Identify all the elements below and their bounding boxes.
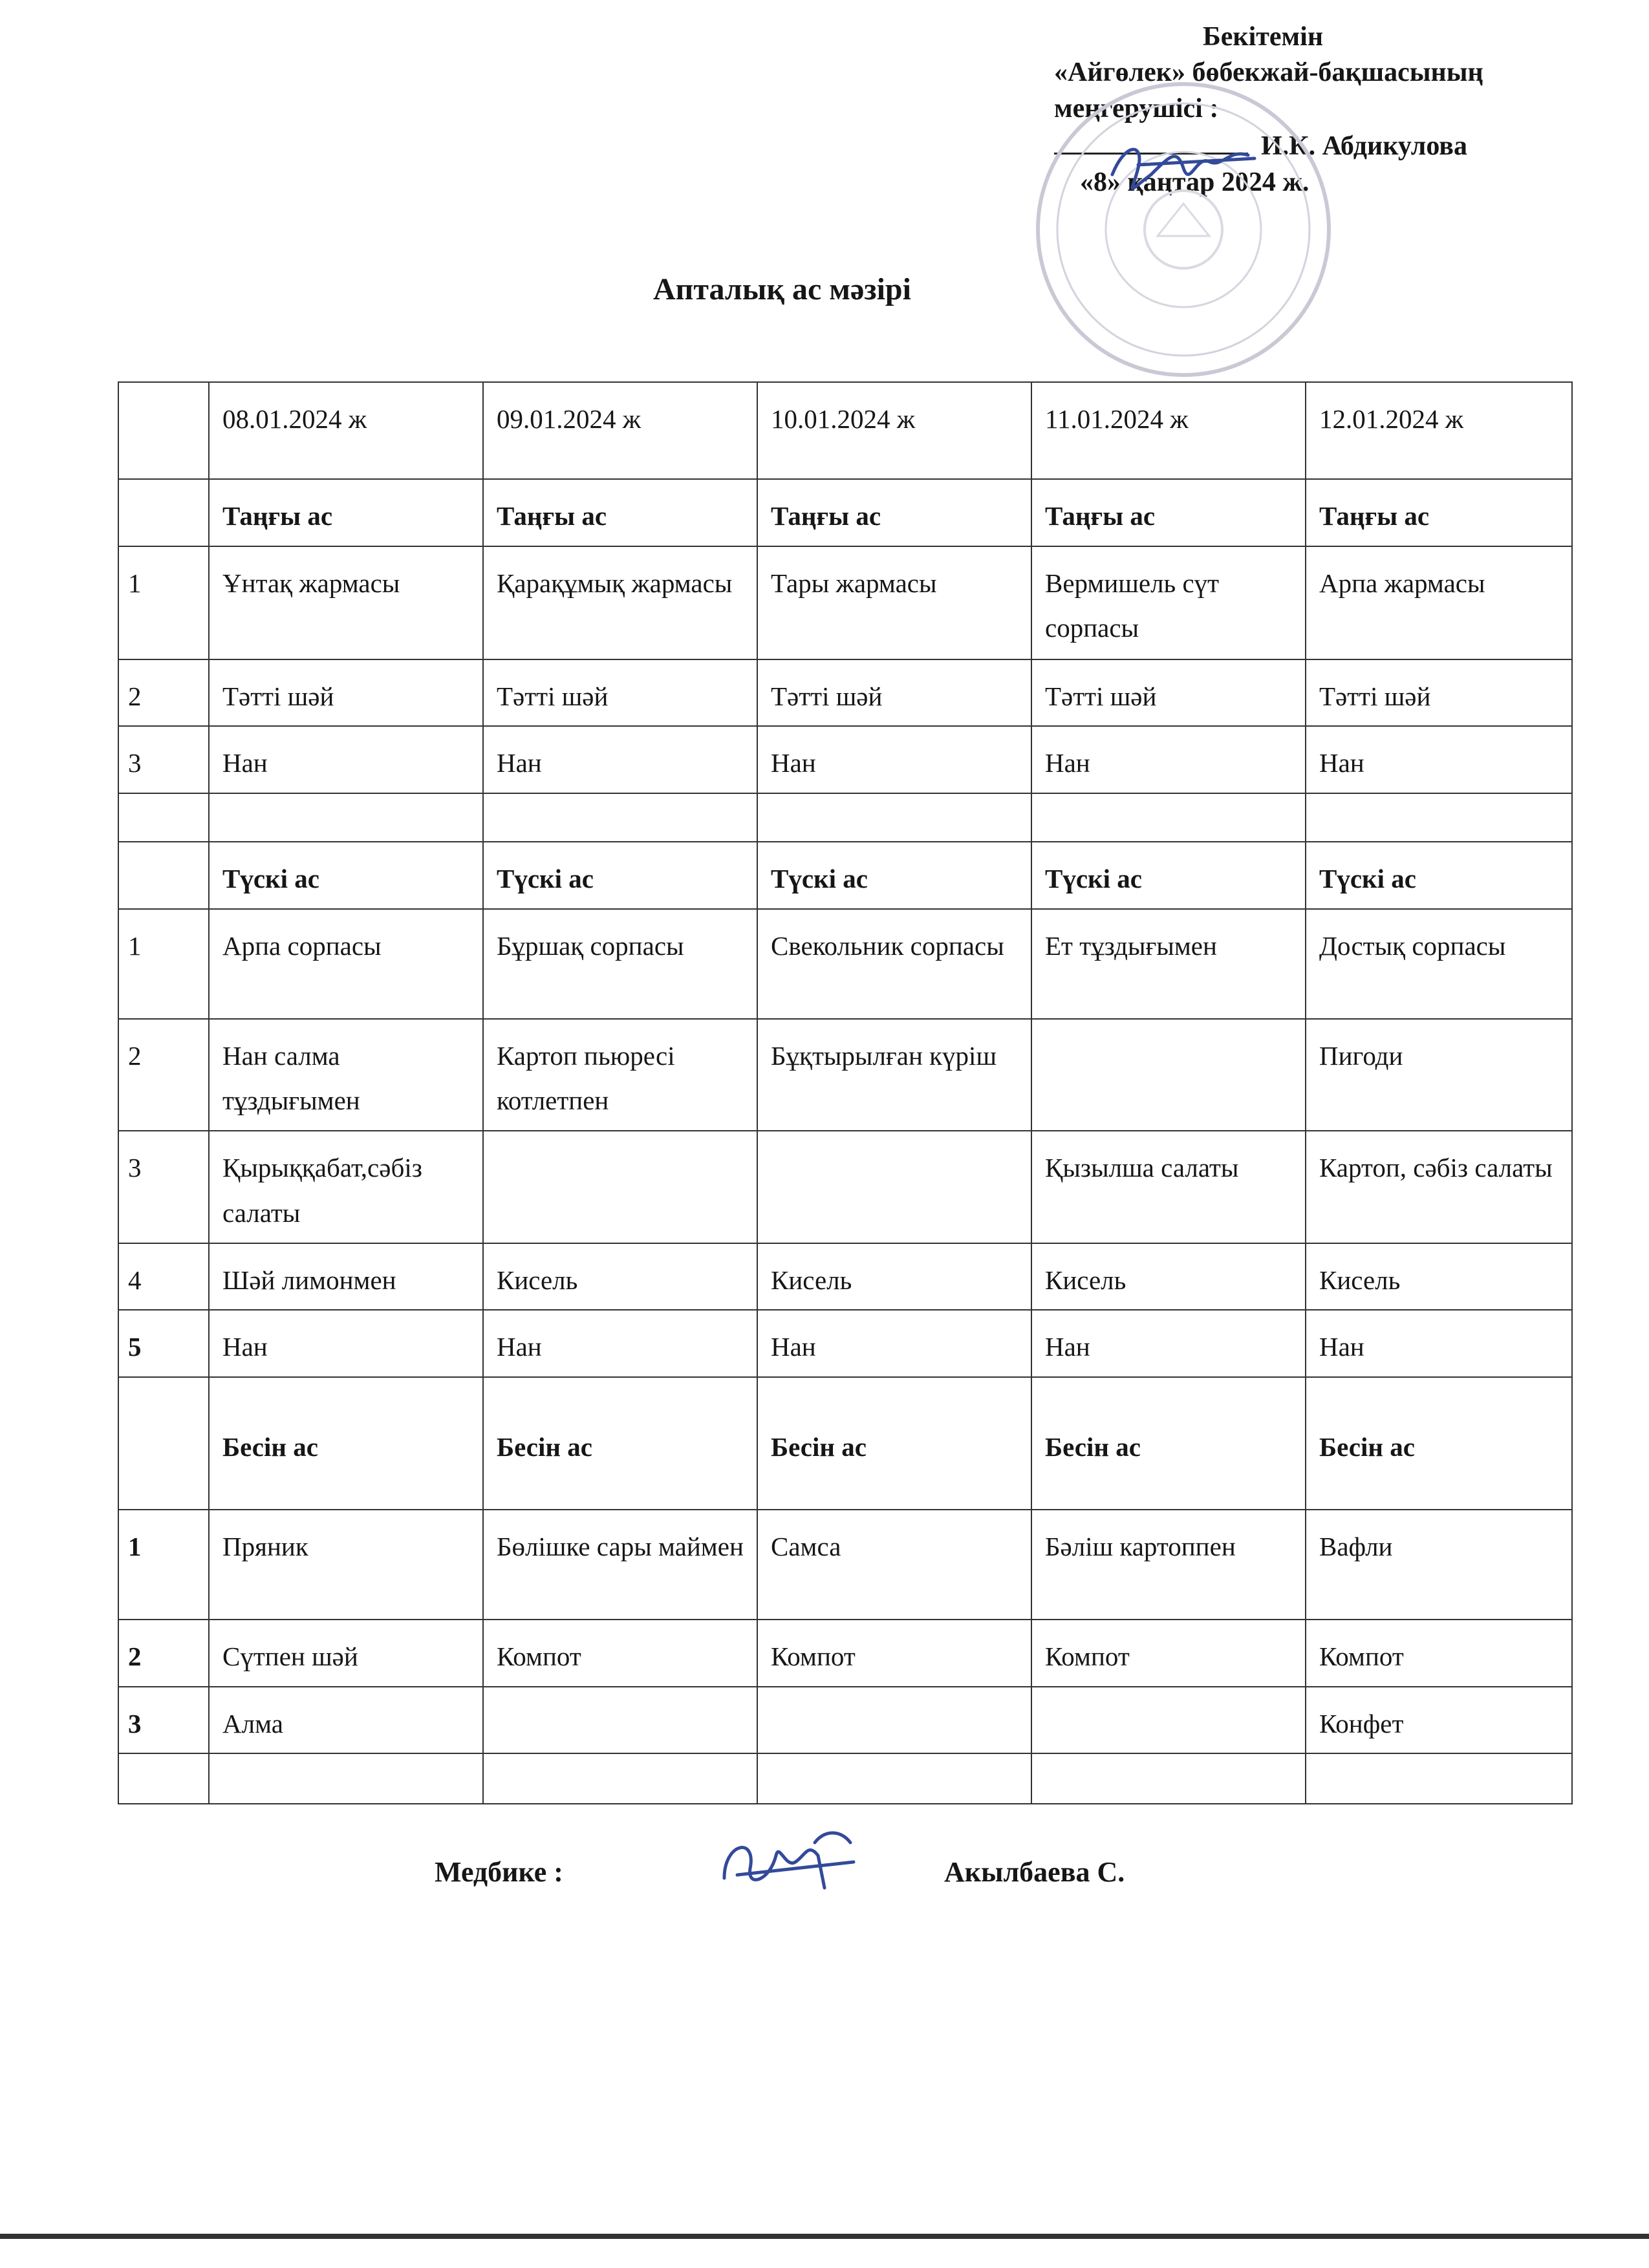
table-row (118, 1019, 1572, 1131)
approval-signatory-name: И.К. Абдикулова (1261, 131, 1467, 162)
row-number: 1 (118, 546, 209, 659)
row-number: 2 (118, 659, 209, 727)
table-cell (757, 793, 1031, 842)
menu-item: Нан (209, 1310, 483, 1377)
table-cell (1306, 793, 1572, 842)
menu-item (1031, 1019, 1306, 1131)
menu-item: Кисель (483, 1243, 757, 1311)
page-bottom-border (0, 2234, 1649, 2239)
menu-item: Шәй лимонмен (209, 1243, 483, 1311)
table-row (118, 909, 1572, 1019)
table-cell (757, 1753, 1031, 1804)
row-number: 2 (118, 1620, 209, 1687)
page-title: Апталық ас мәзірі (653, 272, 911, 306)
table-cell (209, 1753, 483, 1804)
menu-item: Арпа жармасы (1306, 546, 1572, 659)
row-number: 3 (118, 1131, 209, 1243)
menu-item: Ет тұздығымен (1031, 909, 1306, 1019)
menu-item: Картоп пьюресі котлетпен (483, 1019, 757, 1131)
menu-item: Нан (483, 1310, 757, 1377)
section-heading: Таңғы ас (757, 479, 1031, 546)
table-cell (1306, 1753, 1572, 1804)
date-header: 08.01.2024 ж (209, 382, 483, 479)
menu-item: Қызылша салаты (1031, 1131, 1306, 1243)
menu-item: Бәліш картоппен (1031, 1510, 1306, 1620)
table-cell (118, 479, 209, 546)
row-number: 3 (118, 1687, 209, 1754)
table-cell (1031, 1753, 1306, 1804)
menu-item (757, 1131, 1031, 1243)
menu-item: Нан (483, 726, 757, 793)
menu-item: Вафли (1306, 1510, 1572, 1620)
approval-position: меңгерушісі : (1054, 93, 1219, 123)
menu-item: Бұқтырылған күріш (757, 1019, 1031, 1131)
menu-item: Нан (209, 726, 483, 793)
menu-item: Тәтті шәй (1031, 659, 1306, 727)
table-cell (1031, 793, 1306, 842)
approval-date: «8» қаңтар 2024 ж. (1080, 167, 1310, 197)
breakfast-heading-row (118, 479, 1572, 546)
menu-item: Компот (757, 1620, 1031, 1687)
empty-row (118, 793, 1572, 842)
table-row (118, 1131, 1572, 1243)
section-heading: Түскі ас (757, 842, 1031, 909)
table-row (118, 726, 1572, 793)
menu-item: Тәтті шәй (209, 659, 483, 727)
row-number: 3 (118, 726, 209, 793)
table-row (118, 659, 1572, 727)
weekly-menu-table (118, 381, 1573, 1804)
menu-item: Вермишель сүт сорпасы (1031, 546, 1306, 659)
menu-item: Нан (1031, 726, 1306, 793)
table-row (118, 1310, 1572, 1377)
table-cell (118, 382, 209, 479)
nurse-label: Медбике : (435, 1856, 563, 1888)
menu-item: Конфет (1306, 1687, 1572, 1754)
section-heading: Таңғы ас (1306, 479, 1572, 546)
table-row (118, 1620, 1572, 1687)
table-row (118, 1243, 1572, 1311)
approval-heading: Бекітемін (1203, 22, 1324, 52)
table-cell (209, 793, 483, 842)
table-row (118, 1687, 1572, 1754)
menu-item: Алма (209, 1687, 483, 1754)
section-heading: Бесін ас (1031, 1377, 1306, 1510)
menu-item: Пигоди (1306, 1019, 1572, 1131)
menu-item: Бөлішке сары маймен (483, 1510, 757, 1620)
section-heading: Түскі ас (209, 842, 483, 909)
section-heading: Түскі ас (483, 842, 757, 909)
section-heading: Таңғы ас (483, 479, 757, 546)
menu-item: Самса (757, 1510, 1031, 1620)
menu-item: Нан (1306, 1310, 1572, 1377)
lunch-heading-row (118, 842, 1572, 909)
menu-item (483, 1131, 757, 1243)
menu-item: Кисель (1306, 1243, 1572, 1311)
menu-item: Нан (1306, 726, 1572, 793)
round-stamp-icon (1028, 74, 1339, 385)
section-heading: Таңғы ас (209, 479, 483, 546)
row-number: 1 (118, 1510, 209, 1620)
date-header: 10.01.2024 ж (757, 382, 1031, 479)
menu-item (1031, 1687, 1306, 1754)
dates-row (118, 382, 1572, 479)
row-number: 4 (118, 1243, 209, 1311)
menu-item: Нан (757, 726, 1031, 793)
menu-item: Қарақұмық жармасы (483, 546, 757, 659)
menu-item (483, 1687, 757, 1754)
date-header: 11.01.2024 ж (1031, 382, 1306, 479)
menu-item: Тәтті шәй (1306, 659, 1572, 727)
row-number: 5 (118, 1310, 209, 1377)
menu-item: Ұнтақ жармасы (209, 546, 483, 659)
section-heading: Бесін ас (483, 1377, 757, 1510)
date-header: 12.01.2024 ж (1306, 382, 1572, 479)
empty-row (118, 1753, 1572, 1804)
table-cell (118, 793, 209, 842)
table-row (118, 546, 1572, 659)
section-heading: Таңғы ас (1031, 479, 1306, 546)
table-cell (483, 1753, 757, 1804)
menu-item: Картоп, сәбіз салаты (1306, 1131, 1572, 1243)
menu-item: Нан (1031, 1310, 1306, 1377)
menu-item: Кисель (757, 1243, 1031, 1311)
nurse-name: Акылбаева С. (944, 1856, 1125, 1888)
nurse-signature-icon (711, 1817, 867, 1901)
menu-item: Тары жармасы (757, 546, 1031, 659)
section-heading: Бесін ас (757, 1377, 1031, 1510)
approval-organization: «Айгөлек» бөбекжай-бақшасының (1054, 58, 1483, 88)
menu-item: Пряник (209, 1510, 483, 1620)
date-header: 09.01.2024 ж (483, 382, 757, 479)
menu-item: Қырыққабат,сәбіз салаты (209, 1131, 483, 1243)
table-row (118, 1510, 1572, 1620)
table-cell (483, 793, 757, 842)
menu-item: Бұршақ сорпасы (483, 909, 757, 1019)
menu-item: Тәтті шәй (483, 659, 757, 727)
table-cell (118, 1377, 209, 1510)
menu-item: Компот (1306, 1620, 1572, 1687)
section-heading: Бесін ас (1306, 1377, 1572, 1510)
section-heading: Түскі ас (1031, 842, 1306, 909)
row-number: 2 (118, 1019, 209, 1131)
menu-item: Сүтпен шәй (209, 1620, 483, 1687)
menu-item: Кисель (1031, 1243, 1306, 1311)
menu-item: Достық сорпасы (1306, 909, 1572, 1019)
table-cell (118, 842, 209, 909)
menu-item: Арпа сорпасы (209, 909, 483, 1019)
menu-item (757, 1687, 1031, 1754)
menu-item: Компот (1031, 1620, 1306, 1687)
menu-item: Нан (757, 1310, 1031, 1377)
menu-item: Свекольник сорпасы (757, 909, 1031, 1019)
menu-item: Тәтті шәй (757, 659, 1031, 727)
menu-item: Компот (483, 1620, 757, 1687)
section-heading: Бесін ас (209, 1377, 483, 1510)
head-signature-icon (1099, 129, 1267, 200)
table-cell (118, 1753, 209, 1804)
menu-item: Нан салма тұздығымен (209, 1019, 483, 1131)
snack-heading-row (118, 1377, 1572, 1510)
row-number: 1 (118, 909, 209, 1019)
section-heading: Түскі ас (1306, 842, 1572, 909)
